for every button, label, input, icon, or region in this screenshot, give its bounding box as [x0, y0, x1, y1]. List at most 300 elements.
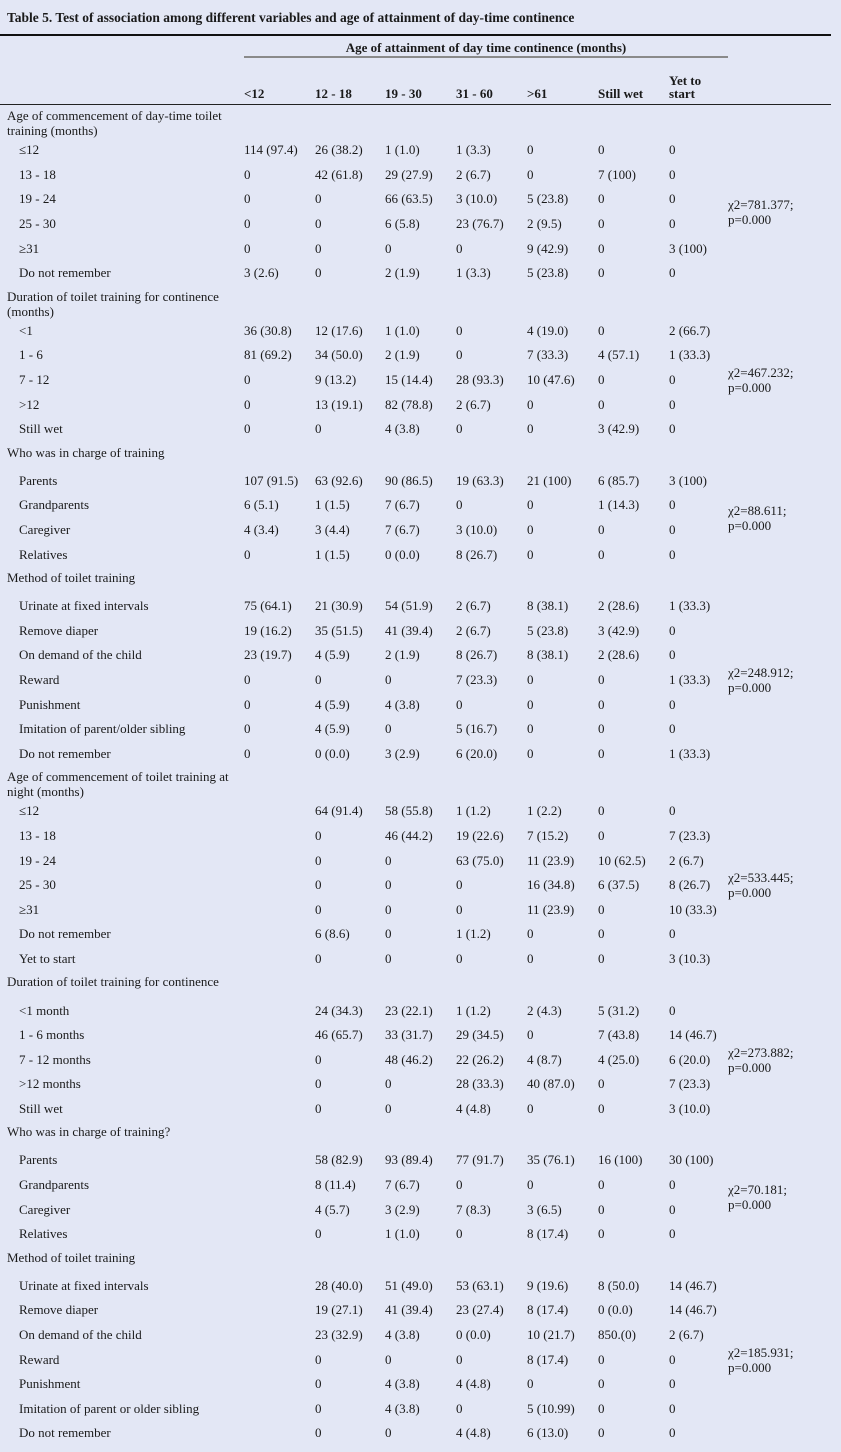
table-cell: 7 (6.7)	[385, 522, 420, 538]
table-cell: 0	[527, 671, 534, 687]
table-cell: 0	[598, 950, 605, 966]
row-label: 13 - 18	[19, 166, 56, 182]
table-row	[0, 1072, 831, 1097]
table-cell: 6 (5.1)	[244, 497, 279, 513]
table-cell: 0	[244, 166, 251, 182]
table-cell: 4 (5.9)	[315, 696, 350, 712]
table-cell: 0	[244, 721, 251, 737]
table-cell: 3 (6.5)	[527, 1201, 562, 1217]
row-label: 13 - 18	[19, 827, 56, 843]
table-cell: 0	[456, 950, 463, 966]
table-cell: 3 (100)	[669, 472, 707, 488]
table-cell: 51 (49.0)	[385, 1277, 433, 1293]
table-cell: 0	[527, 421, 534, 437]
row-label: Yet to start	[19, 950, 76, 966]
table-cell: 0	[456, 1177, 463, 1193]
chi-square-result	[728, 319, 831, 442]
table-cell: 0 (0.0)	[385, 546, 420, 562]
table-cell: 0	[669, 1425, 676, 1441]
table-cell: 0	[669, 1002, 676, 1018]
table-cell: 0	[598, 191, 605, 207]
table-cell: 8 (38.1)	[527, 647, 569, 663]
table-cell: 0	[598, 240, 605, 256]
table-cell	[244, 1072, 315, 1097]
table-cell: 3 (2.9)	[385, 1201, 420, 1217]
table-cell	[244, 1421, 315, 1446]
table-cell: 0	[598, 546, 605, 562]
table-cell: 10 (33.3)	[669, 901, 717, 917]
table-cell: 0	[385, 1351, 392, 1367]
table-cell: 0	[598, 1425, 605, 1441]
table-cell: 26 (38.2)	[315, 142, 363, 158]
table-cell: 5 (23.8)	[527, 265, 569, 281]
table-cell: 0	[669, 166, 676, 182]
table-cell: 5 (23.8)	[527, 191, 569, 207]
table-cell: 4 (3.8)	[385, 1376, 420, 1392]
table-row	[0, 1148, 831, 1173]
table-cell	[244, 1274, 315, 1299]
table-row	[0, 542, 831, 567]
table-cell: 1 (3.3)	[456, 142, 491, 158]
table-cell: 0	[598, 721, 605, 737]
table-row	[0, 1421, 831, 1446]
section-header-row	[0, 1121, 831, 1148]
table-cell: 6 (5.8)	[385, 216, 420, 232]
table-cell	[244, 799, 315, 824]
table-cell: 7 (43.8)	[598, 1027, 640, 1043]
table-cell: 81 (69.2)	[244, 347, 292, 363]
table-cell: 0	[527, 497, 534, 513]
row-label: ≥31	[19, 901, 40, 917]
row-label: Urinate at fixed intervals	[19, 598, 149, 614]
p-value: p=0.000	[728, 380, 772, 396]
table-cell: 0	[315, 671, 322, 687]
table-cell: 14 (46.7)	[669, 1277, 717, 1293]
table-cell: 1 (1.5)	[315, 497, 350, 513]
row-label: Still wet	[19, 421, 63, 437]
p-value: p=0.000	[728, 1197, 772, 1213]
table-cell: 0	[244, 696, 251, 712]
table-cell: 0	[385, 721, 392, 737]
row-label: Do not remember	[19, 745, 111, 761]
table-cell: 21 (30.9)	[315, 598, 363, 614]
table-cell	[244, 1023, 315, 1048]
table-cell: 0	[598, 696, 605, 712]
row-label: On demand of the child	[19, 647, 142, 663]
row-label: 25 - 30	[19, 877, 56, 893]
table-cell: 8 (26.7)	[669, 877, 711, 893]
table-cell: 0	[598, 1400, 605, 1416]
table-cell: 0	[315, 421, 322, 437]
row-label: >12	[19, 396, 40, 412]
row-label: Grandparents	[19, 497, 90, 513]
row-label: Caregiver	[19, 1201, 71, 1217]
table-row	[0, 469, 831, 494]
table-cell: 0	[669, 1400, 676, 1416]
table-cell: 2 (1.9)	[385, 647, 420, 663]
table-cell: 0	[315, 240, 322, 256]
table-cell: 4 (5.9)	[315, 721, 350, 737]
table-cell: 93 (89.4)	[385, 1152, 433, 1168]
table-row	[0, 947, 831, 972]
table-cell: 0	[598, 142, 605, 158]
row-label: 7 - 12 months	[19, 1051, 91, 1067]
section-title: Who was in charge of training	[7, 444, 165, 460]
chi-square-result	[728, 1274, 831, 1446]
table-cell	[244, 1298, 315, 1323]
column-header: 31 - 60	[456, 62, 527, 105]
table-cell: 0	[244, 372, 251, 388]
table-cell: 75 (64.1)	[244, 598, 292, 614]
table-cell: 0	[527, 1177, 534, 1193]
chi-square-result	[728, 469, 831, 567]
table-cell: 2 (28.6)	[598, 598, 640, 614]
table-cell	[244, 1097, 315, 1122]
table-row	[0, 619, 831, 644]
table-cell: 0	[598, 372, 605, 388]
table-cell: 19 (63.3)	[456, 472, 504, 488]
table-cell: 0	[315, 950, 322, 966]
table-row	[0, 922, 831, 947]
row-label: Reward	[19, 1351, 60, 1367]
section-title: Duration of toilet training for continence	[7, 974, 219, 990]
row-label: Remove diaper	[19, 622, 99, 638]
row-label: 1 - 6 months	[19, 1027, 85, 1043]
chi-square-value: χ2=248.912;	[728, 664, 794, 680]
table-cell: 1 (1.0)	[385, 322, 420, 338]
table-cell	[244, 873, 315, 898]
table-cell: 8 (17.4)	[527, 1226, 569, 1242]
table-cell: 4 (3.8)	[385, 421, 420, 437]
table-cell: 8 (50.0)	[598, 1277, 640, 1293]
table-cell: 0	[315, 1100, 322, 1116]
table-cell: 0	[669, 546, 676, 562]
table-cell: 0	[669, 1376, 676, 1392]
table-cell: 0	[669, 647, 676, 663]
table-cell	[244, 1323, 315, 1348]
table-cell: 0	[385, 1076, 392, 1092]
table-cell: 0	[456, 1226, 463, 1242]
table-row	[0, 897, 831, 922]
table-cell: 4 (3.8)	[385, 1400, 420, 1416]
table-cell: 4 (8.7)	[527, 1051, 562, 1067]
table-cell: 7 (23.3)	[456, 671, 498, 687]
section-title: Method of toilet training	[7, 569, 136, 585]
section-title: Method of toilet training	[7, 1249, 136, 1265]
table-cell: 0	[598, 671, 605, 687]
table-row	[0, 493, 831, 518]
table-cell: 6 (13.0)	[527, 1425, 569, 1441]
table-cell: 1 (2.2)	[527, 803, 562, 819]
table-cell: 0	[598, 901, 605, 917]
table-cell: 0	[527, 396, 534, 412]
table-cell: 0	[315, 216, 322, 232]
table-cell: 5 (23.8)	[527, 622, 569, 638]
table-cell: 7 (8.3)	[456, 1201, 491, 1217]
column-header: >61	[527, 62, 598, 105]
table-cell: 23 (22.1)	[385, 1002, 433, 1018]
table-cell: 14 (46.7)	[669, 1302, 717, 1318]
table-cell: 1 (1.2)	[456, 1002, 491, 1018]
table-cell: 8 (17.4)	[527, 1302, 569, 1318]
table-cell: 0	[527, 926, 534, 942]
table-cell: 0	[315, 1351, 322, 1367]
table-cell: 6 (85.7)	[598, 472, 640, 488]
row-label: Remove diaper	[19, 1302, 99, 1318]
table-cell: 0	[598, 1076, 605, 1092]
table-row	[0, 1372, 831, 1397]
table-cell: 0	[598, 396, 605, 412]
p-value: p=0.000	[728, 885, 772, 901]
table-cell: 1 (33.3)	[669, 671, 711, 687]
table-cell: 1 (1.5)	[315, 546, 350, 562]
table-cell	[244, 1173, 315, 1198]
table-cell: 0	[669, 926, 676, 942]
table-cell: 1 (33.3)	[669, 598, 711, 614]
table-cell: 35 (76.1)	[527, 1152, 575, 1168]
table-cell: 4 (19.0)	[527, 322, 569, 338]
table-cell: 35 (51.5)	[315, 622, 363, 638]
table-cell: 2 (6.7)	[456, 166, 491, 182]
table-row	[0, 417, 831, 442]
table-cell: 19 (27.1)	[315, 1302, 363, 1318]
table-row	[0, 594, 831, 619]
table-cell: 0	[598, 827, 605, 843]
table-cell: 0	[598, 1201, 605, 1217]
table-cell: 1 (1.2)	[456, 926, 491, 942]
table-cell: 42 (61.8)	[315, 166, 363, 182]
table-cell: 1 (14.3)	[598, 497, 640, 513]
row-label: <1	[19, 322, 33, 338]
table-cell: 23 (19.7)	[244, 647, 292, 663]
table-cell: 2 (6.7)	[456, 396, 491, 412]
section-header-row	[0, 442, 831, 469]
table-cell: 11 (23.9)	[527, 901, 575, 917]
row-label: Parents	[19, 1152, 58, 1168]
table-cell: 4 (5.7)	[315, 1201, 350, 1217]
table-cell: 0	[598, 926, 605, 942]
table-cell	[244, 1347, 315, 1372]
table-cell: 3 (4.4)	[315, 522, 350, 538]
table-row	[0, 212, 831, 237]
table-cell: 48 (46.2)	[385, 1051, 433, 1067]
table-cell: 0	[669, 803, 676, 819]
table-row	[0, 824, 831, 849]
column-header: Yet to start	[669, 62, 728, 105]
table-cell: 0	[456, 901, 463, 917]
table-cell: 8 (11.4)	[315, 1177, 356, 1193]
row-label: 25 - 30	[19, 216, 56, 232]
table-cell: 0	[598, 1226, 605, 1242]
table-cell: 0	[456, 877, 463, 893]
table-cell: 7 (15.2)	[527, 827, 569, 843]
chi-square-value: χ2=467.232;	[728, 365, 794, 381]
row-label: Reward	[19, 671, 60, 687]
row-label: Grandparents	[19, 1177, 90, 1193]
section-title: Who was in charge of training?	[7, 1124, 171, 1140]
table-cell: 63 (92.6)	[315, 472, 363, 488]
table-cell: 11 (23.9)	[527, 852, 575, 868]
table-cell: 0	[598, 1376, 605, 1392]
table-cell: 0	[456, 421, 463, 437]
chi-square-value: χ2=781.377;	[728, 196, 794, 212]
column-header: 19 - 30	[385, 62, 456, 105]
table-cell: 0	[669, 191, 676, 207]
table-cell: 0	[598, 803, 605, 819]
table-cell: 0	[669, 721, 676, 737]
table-cell: 29 (34.5)	[456, 1027, 504, 1043]
table-cell: 13 (19.1)	[315, 396, 363, 412]
row-label: Do not remember	[19, 1425, 111, 1441]
row-label: Parents	[19, 472, 58, 488]
table-cell: 0	[244, 671, 251, 687]
row-label: Punishment	[19, 696, 81, 712]
table-cell: 0	[598, 522, 605, 538]
table-cell: 63 (75.0)	[456, 852, 504, 868]
table-row	[0, 518, 831, 543]
table-cell: 6 (8.6)	[315, 926, 350, 942]
table-cell: 0	[527, 950, 534, 966]
table-cell	[244, 1222, 315, 1247]
table-cell: 3 (10.0)	[669, 1100, 711, 1116]
table-cell: 8 (17.4)	[527, 1351, 569, 1367]
table-cell: 2 (4.3)	[527, 1002, 562, 1018]
table-row	[0, 998, 831, 1023]
row-label: <1 month	[19, 1002, 70, 1018]
table-cell: 0	[456, 696, 463, 712]
table-cell: 0	[315, 852, 322, 868]
table-cell: 2 (6.7)	[669, 1327, 704, 1343]
group-header: Age of attainment of day time continence (months)	[244, 40, 728, 58]
table-cell: 40 (87.0)	[527, 1076, 575, 1092]
table-cell: 0	[598, 745, 605, 761]
table-row	[0, 187, 831, 212]
table-cell: 10 (62.5)	[598, 852, 646, 868]
row-label: Relatives	[19, 546, 68, 562]
row-label: Imitation of parent/older sibling	[19, 721, 186, 737]
row-label: Urinate at fixed intervals	[19, 1277, 149, 1293]
table-cell: 41 (39.4)	[385, 622, 433, 638]
table-row	[0, 319, 831, 344]
table-cell: 2 (28.6)	[598, 647, 640, 663]
table-cell: 3 (10.0)	[456, 191, 498, 207]
table-cell: 1 (1.0)	[385, 142, 420, 158]
table-cell: 2 (1.9)	[385, 347, 420, 363]
table-cell: 28 (93.3)	[456, 372, 504, 388]
table-row	[0, 848, 831, 873]
section-title: Age of commencement of toilet training at night (months)	[7, 769, 229, 800]
table-cell: 1 (33.3)	[669, 347, 711, 363]
table-cell: 0	[669, 216, 676, 232]
table-row	[0, 643, 831, 668]
table-cell: 5 (31.2)	[598, 1002, 640, 1018]
table-cell: 0	[456, 322, 463, 338]
table-cell: 0	[244, 216, 251, 232]
table-cell: 4 (3.8)	[385, 1327, 420, 1343]
table-row	[0, 1397, 831, 1422]
table-cell: 8 (26.7)	[456, 546, 498, 562]
table-row	[0, 668, 831, 693]
table-cell: 2 (6.7)	[456, 598, 491, 614]
table-cell: 23 (27.4)	[456, 1302, 504, 1318]
table-cell	[244, 1372, 315, 1397]
table-cell: 6 (20.0)	[456, 745, 498, 761]
table-cell	[244, 998, 315, 1023]
table-cell: 7 (33.3)	[527, 347, 569, 363]
table-cell: 0	[244, 396, 251, 412]
table-cell: 4 (4.8)	[456, 1376, 491, 1392]
p-value: p=0.000	[728, 679, 772, 695]
table-cell: 107 (91.5)	[244, 472, 299, 488]
table-cell: 0	[244, 745, 251, 761]
table-row	[0, 873, 831, 898]
table-cell: 0	[315, 1400, 322, 1416]
table-cell: 0	[669, 1351, 676, 1367]
table-cell: 0 (0.0)	[598, 1302, 633, 1318]
table-cell: 0	[456, 347, 463, 363]
table-row	[0, 392, 831, 417]
table-cell: 4 (57.1)	[598, 347, 640, 363]
chi-square-result	[728, 799, 831, 971]
table-cell: 66 (63.5)	[385, 191, 433, 207]
table-cell: 0	[385, 671, 392, 687]
table-cell: 3 (2.6)	[244, 265, 279, 281]
table-cell: 0	[244, 240, 251, 256]
row-label: 1 - 6	[19, 347, 43, 363]
table-row	[0, 261, 831, 286]
table-cell: 0	[315, 877, 322, 893]
table-row	[0, 1347, 831, 1372]
row-label: 19 - 24	[19, 191, 56, 207]
table-cell: 19 (22.6)	[456, 827, 504, 843]
table-cell: 29 (27.9)	[385, 166, 433, 182]
table-cell: 0	[456, 1400, 463, 1416]
table-row	[0, 236, 831, 261]
table-cell: 0	[669, 421, 676, 437]
table-cell: 7 (23.3)	[669, 1076, 711, 1092]
association-table	[0, 34, 831, 1446]
table-cell: 1 (3.3)	[456, 265, 491, 281]
p-value: p=0.000	[728, 1359, 772, 1375]
table-cell: 0	[669, 696, 676, 712]
table-cell: 0	[315, 1051, 322, 1067]
table-cell: 0	[598, 1351, 605, 1367]
table-cell: 114 (97.4)	[244, 142, 298, 158]
column-header: 12 - 18	[315, 62, 385, 105]
table-cell: 0	[244, 421, 251, 437]
table-cell: 850.(0)	[598, 1327, 636, 1343]
table-row	[0, 368, 831, 393]
table-cell: 46 (44.2)	[385, 827, 433, 843]
table-cell: 10 (47.6)	[527, 372, 575, 388]
table-cell: 0	[527, 721, 534, 737]
table-cell: 0	[527, 1376, 534, 1392]
row-label: On demand of the child	[19, 1327, 142, 1343]
table-cell	[244, 897, 315, 922]
table-cell: 0	[598, 1177, 605, 1193]
table-cell: 0	[456, 497, 463, 513]
row-label: 7 - 12	[19, 372, 50, 388]
table-row	[0, 692, 831, 717]
table-cell: 0	[598, 322, 605, 338]
table-cell: 28 (40.0)	[315, 1277, 363, 1293]
table-cell: 41 (39.4)	[385, 1302, 433, 1318]
table-cell: 58 (55.8)	[385, 803, 433, 819]
row-label: Punishment	[19, 1376, 81, 1392]
table-cell: 4 (4.8)	[456, 1425, 491, 1441]
empty-header-cell	[0, 35, 244, 62]
table-cell: 10 (21.7)	[527, 1327, 575, 1343]
